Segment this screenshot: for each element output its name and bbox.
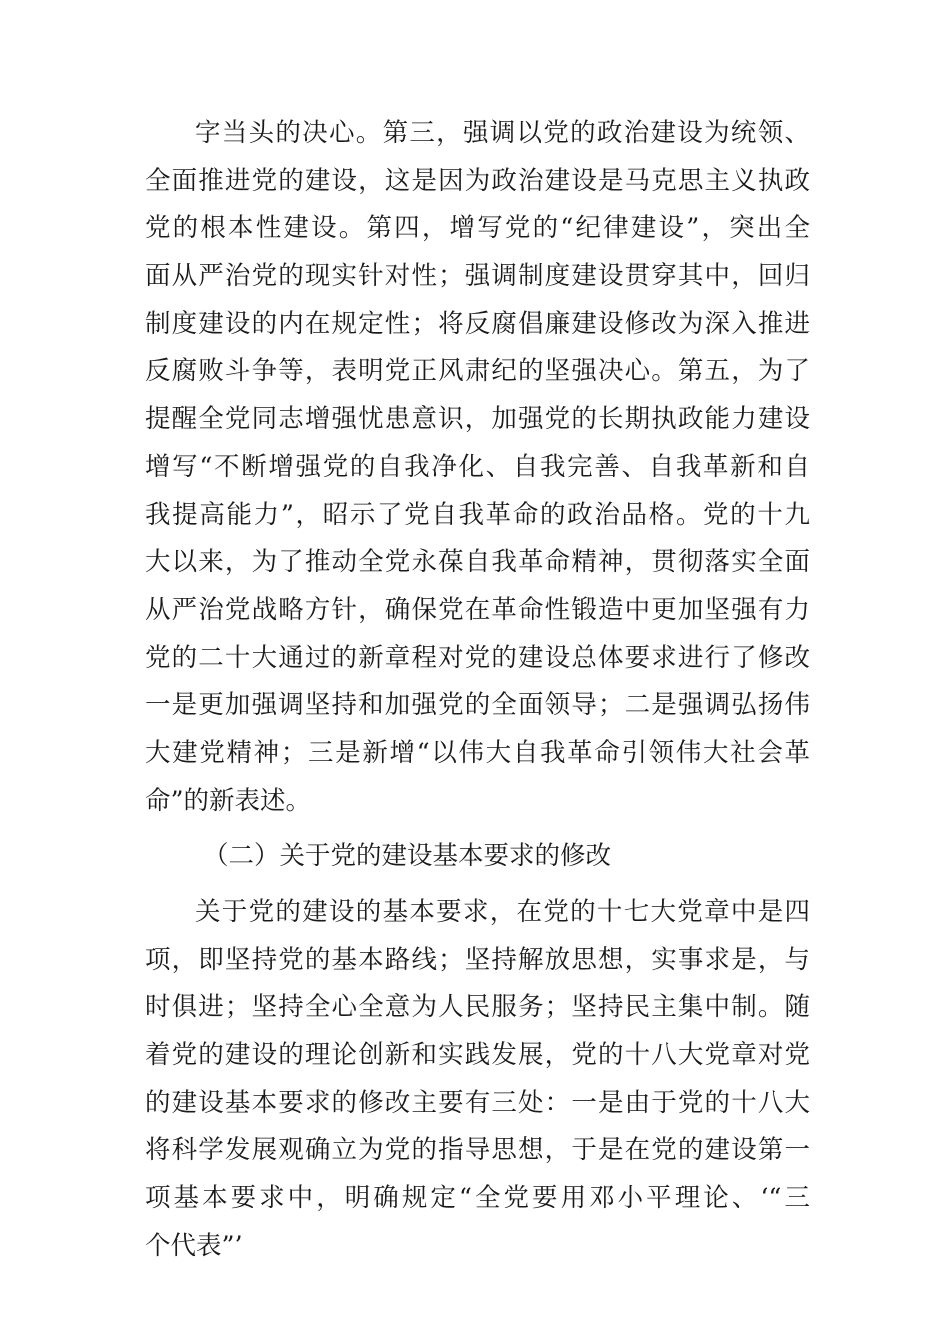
paragraph-line: 个代表”’ xyxy=(145,1230,243,1261)
paragraph-line: 项基本要求中，明确规定“全党要用邓小平理论、‘“三 xyxy=(145,1183,810,1214)
paragraph-line: 党的二十大通过的新章程对党的建设总体要求进行了修改 xyxy=(145,642,810,673)
paragraph-line: 大建党精神；三是新增“以伟大自我革命引领伟大社会革 xyxy=(145,737,810,768)
paragraph-line: 提醒全党同志增强忧患意识，加强党的长期执政能力建设 xyxy=(145,404,810,435)
spacer xyxy=(145,881,810,889)
paragraph-line: 字当头的决心。第三，强调以党的政治建设为统领、 xyxy=(195,118,810,148)
paragraph-line: 着党的建设的理论创新和实践发展，党的十八大党章对党 xyxy=(145,1040,810,1071)
paragraph-line: 全面推进党的建设，这是因为政治建设是马克思主义执政 xyxy=(145,165,810,196)
paragraph-line: 反腐败斗争等，表明党正风肃纪的坚强决心。第五，为了 xyxy=(145,356,810,387)
paragraph-line: 我提高能力”，昭示了党自我革命的政治品格。党的十九 xyxy=(145,499,810,530)
paragraph-line: 制度建设的内在规定性；将反腐倡廉建设修改为深入推进 xyxy=(145,308,810,339)
paragraph-line: 将科学发展观确立为党的指导思想，于是在党的建设第一 xyxy=(145,1135,810,1166)
paragraph-line: 一是更加强调坚持和加强党的全面领导；二是强调弘扬伟 xyxy=(145,690,810,721)
paragraph-line: 大以来，为了推动全党永葆自我革命精神，贯彻落实全面 xyxy=(145,547,810,578)
paragraph-line: 命”的新表述。 xyxy=(145,785,312,816)
paragraph-line: 增写“不断增强党的自我净化、自我完善、自我革新和自 xyxy=(145,451,810,482)
paragraph-line: 的建设基本要求的修改主要有三处：一是由于党的十八大 xyxy=(145,1087,810,1118)
paragraph-line: 时俱进；坚持全心全意为人民服务；坚持民主集中制。随 xyxy=(145,992,810,1023)
section-heading: （二）关于党的建设基本要求的修改 xyxy=(203,841,612,872)
spacer xyxy=(145,825,810,833)
paragraph-line: 党的根本性建设。第四，增写党的“纪律建设”，突出全 xyxy=(145,213,810,244)
paragraph-line: 从严治党战略方针，确保党在革命性锻造中更加坚强有力 xyxy=(145,594,810,625)
paragraph-line: 面从严治党的现实针对性；强调制度建设贯穿其中，回归 xyxy=(145,261,810,292)
document-body xyxy=(145,110,810,1271)
paragraph-line: 项，即坚持党的基本路线；坚持解放思想，实事求是，与 xyxy=(145,944,810,975)
paragraph-line: 关于党的建设的基本要求，在党的十七大党章中是四 xyxy=(195,897,810,927)
